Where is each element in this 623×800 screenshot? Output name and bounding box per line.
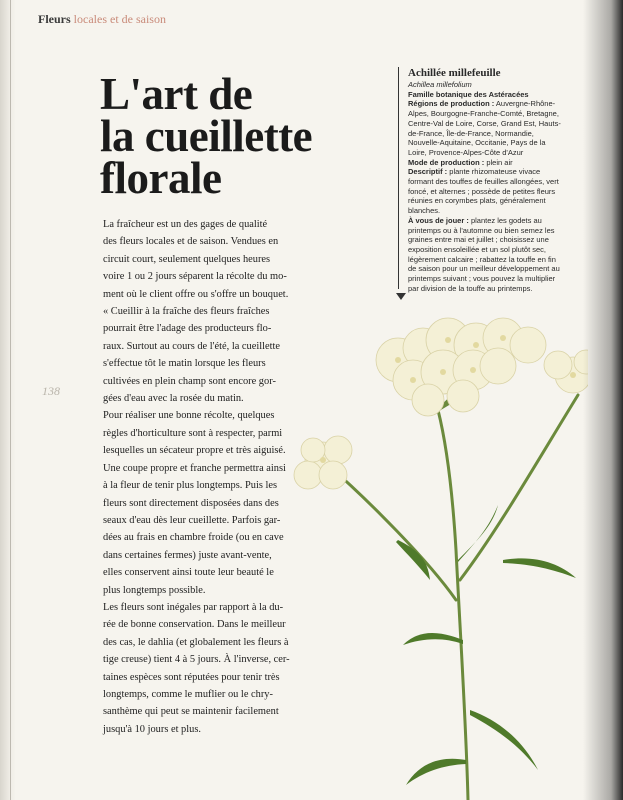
body-line: voire 1 ou 2 jours séparent la récolte du mo- bbox=[103, 271, 287, 283]
regions-paragraph bbox=[408, 99, 563, 157]
body-line: s'effectue tôt le matin lorsque les fleurs bbox=[103, 358, 266, 370]
body-line: jusqu'à 10 jours et plus. bbox=[103, 723, 201, 735]
body-line: santhème qui peut se maintenir facilement bbox=[103, 706, 279, 718]
body-line: circuit court, seulement quelques heures bbox=[103, 253, 271, 265]
body-line: raux. Surtout au cours de l'été, la cueillette bbox=[103, 340, 281, 352]
info-box-pointer bbox=[396, 293, 406, 300]
body-line: cultivées en plein champ sont encore gor- bbox=[103, 375, 276, 387]
running-head-subsection: locales et de saison bbox=[73, 12, 166, 26]
running-head bbox=[38, 12, 166, 27]
body-line: elles conservent ainsi toute leur beauté le bbox=[103, 567, 274, 579]
mode-paragraph bbox=[408, 158, 563, 168]
body-line: rée de bonne conservation. Dans le meilleur bbox=[103, 619, 286, 631]
body-line: à la fleur de tenir plus longtemps. Puis les bbox=[103, 480, 278, 492]
body-line: Pour réaliser une bonne récolte, quelques bbox=[103, 410, 275, 422]
play-label: À vous de jouer : bbox=[408, 215, 469, 225]
title-line: la cueillette bbox=[100, 111, 313, 161]
regions-label: Régions de production : bbox=[408, 99, 495, 109]
side-stem bbox=[328, 465, 456, 600]
body-line: pourrait être l'adage des producteurs flo- bbox=[103, 323, 272, 335]
leaf bbox=[503, 558, 576, 578]
plant-latin-name: Achillea millefolium bbox=[408, 80, 472, 89]
body-line: règles d'horticulture sont à respecter, parmi bbox=[103, 427, 283, 439]
description-label: Descriptif : bbox=[408, 167, 448, 177]
play-paragraph bbox=[408, 216, 563, 294]
plant-name: Achillée millefeuille bbox=[408, 67, 501, 79]
flower-heads bbox=[294, 318, 588, 489]
leaf bbox=[470, 710, 538, 770]
page-number: 138 bbox=[42, 384, 60, 398]
page-gutter bbox=[0, 0, 16, 800]
body-line: tige creuse) tient 4 à 5 jours. À l'inverse, cer- bbox=[103, 654, 290, 666]
body-line: plus longtemps possible. bbox=[103, 584, 206, 596]
yarrow-illustration bbox=[288, 300, 588, 800]
title-line: florale bbox=[100, 153, 222, 203]
body-line: « Cueillir à la fraîche des fleurs fraîches bbox=[103, 306, 270, 318]
spine-line bbox=[10, 0, 11, 800]
body-line: des cas, le dahlia (et globalement les fleurs à bbox=[103, 636, 289, 648]
regions-value: Auvergne-Rhône-Alpes, Bourgogne-Franche-Comté, Bretagne, Centre-Val de Loire, Corse, Grand Est, Hauts-de-France, Île-de-France, Normandie, Nouvelle-Aquitaine, Occitanie, Pays de la Loire, Provence-Alpes-Côte d'Azur bbox=[408, 99, 561, 157]
leaf bbox=[406, 759, 466, 785]
page-title bbox=[100, 69, 360, 203]
body-line: Les fleurs sont inégales par rapport à la du- bbox=[103, 601, 284, 613]
body-line: dées au frais en chambre froide (ou en cave bbox=[103, 532, 284, 544]
play-value: plantez les godets au printemps ou à l'automne ou bien semez les graines entre mai et juillet ; choisissez une exposition ensoleillée et un sol plutôt sec, légèrement calcaire ; rabattez la touffe en fin de saison pour un meilleur développement au printemps suivant ; vous pouvez la multiplier par division de la touffe au printemps. bbox=[408, 215, 560, 293]
body-line: Une coupe propre et franche permettra ainsi bbox=[103, 462, 286, 474]
mode-value: plein air bbox=[486, 157, 513, 167]
mode-label: Mode de production : bbox=[408, 157, 485, 167]
body-line: taines espèces sont réputées pour tenir très bbox=[103, 671, 280, 683]
body-line: des fleurs locales et de saison. Vendues en bbox=[103, 236, 279, 248]
body-line: dans certaines fermes) juste avant-vente, bbox=[103, 549, 272, 561]
title-line: L'art de bbox=[100, 69, 253, 119]
plant-info-box bbox=[398, 67, 563, 293]
body-text bbox=[103, 216, 293, 738]
plant-family: Famille botanique des Astéracées bbox=[408, 89, 529, 99]
running-head-section: Fleurs bbox=[38, 12, 71, 26]
body-line: seaux d'eau dès leur cueillette. Parfois gar- bbox=[103, 514, 281, 526]
leaf bbox=[403, 633, 463, 645]
body-line: lesquelles un sécateur propre et très aiguisé. bbox=[103, 445, 286, 457]
page-fold-shadow bbox=[583, 0, 623, 800]
body-line: La fraîcheur est un des gages de qualité bbox=[103, 219, 268, 230]
body-line: longtemps, comme le muflier ou le chry- bbox=[103, 688, 273, 700]
body-line: gées d'eau avec la rosée du matin. bbox=[103, 393, 244, 405]
side-stem bbox=[460, 395, 578, 580]
description-value: plante rhizomateuse vivace formant des touffes de feuilles allongées, vert foncé, et alternes ; possède de petites fleurs réunies en corymbes plats, généralement blanches. bbox=[408, 167, 559, 216]
description-paragraph bbox=[408, 167, 563, 216]
body-line: ment où le client offre ou s'offre un bouquet. bbox=[103, 288, 289, 300]
main-stem bbox=[438, 410, 468, 800]
body-line: fleurs sont directement disposées dans des bbox=[103, 497, 279, 509]
